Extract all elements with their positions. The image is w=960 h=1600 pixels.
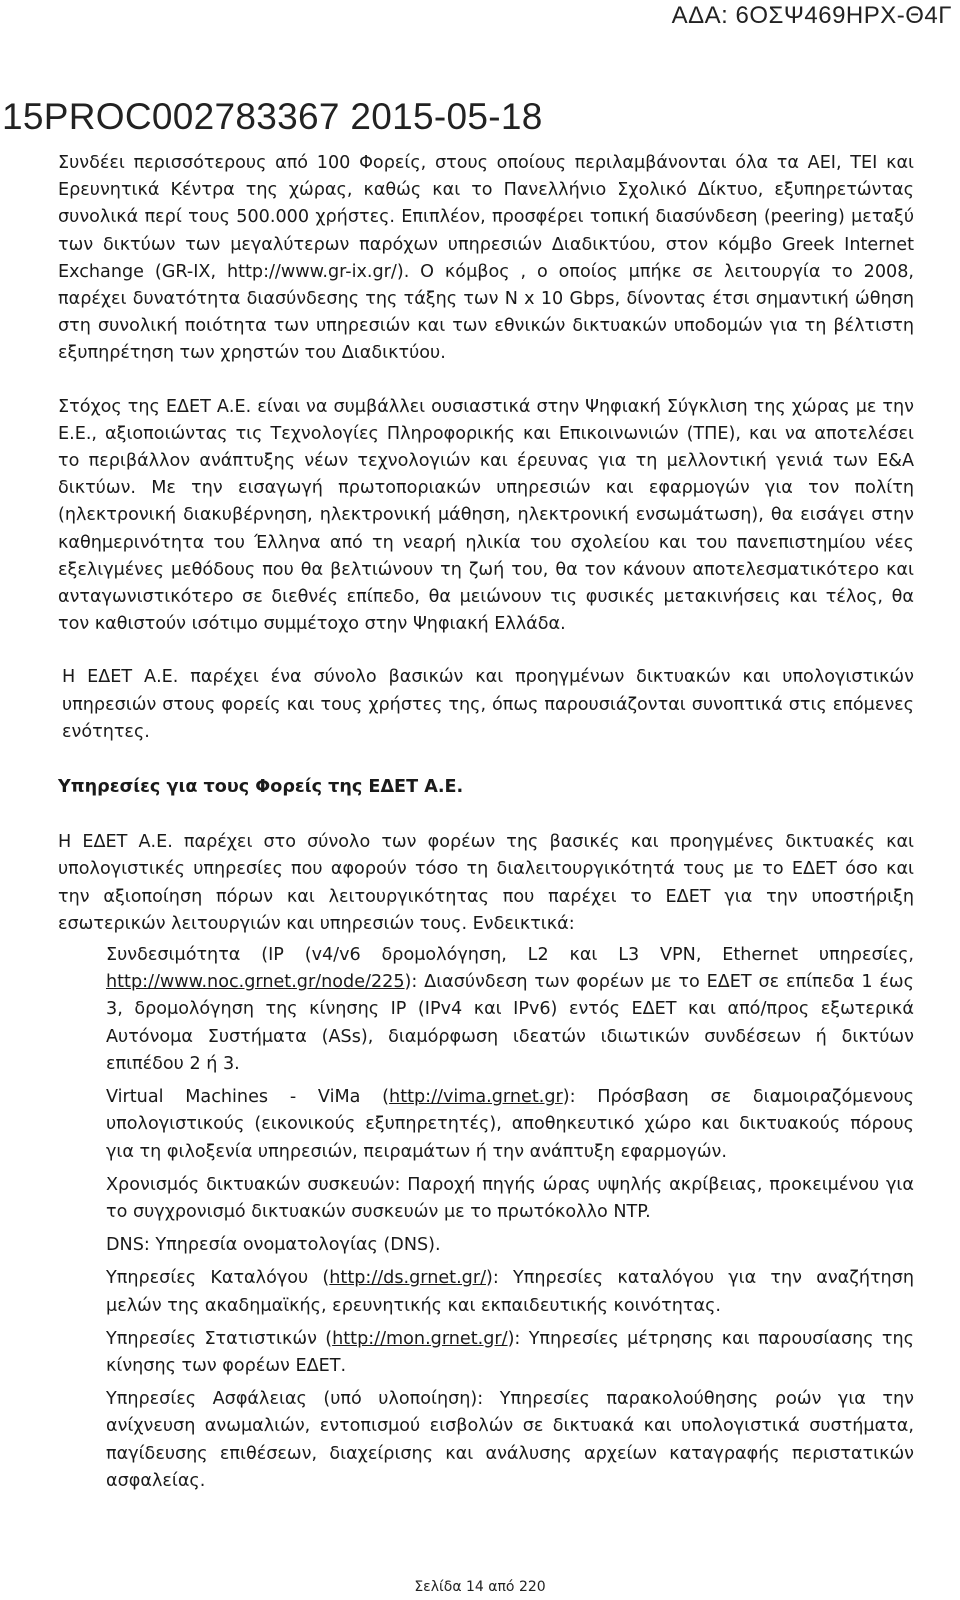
- paragraph-goal: Στόχος της ΕΔΕΤ Α.Ε. είναι να συμβάλλει ουσιαστικά στην Ψηφιακή Σύγκλιση της χώρας με την Ε.Ε., αξιοποιώντας τις Τεχνολογίες Πληροφορικής και Επικοινωνιών (ΤΠΕ), και να αποτελέσει το περιβάλλον ανάπτυξης νέων τεχνολογιών και έρευνας για τη μελλοντική γενιά των Ε&Α δικτύων. Με την εισαγωγή πρωτοποριακών υπηρεσιών και εφαρμογών για τον πολίτη (ηλεκτρονική διακυβέρνηση, ηλεκτρονική μάθηση, ηλεκτρονική ενσωμάτωση), θα εισάγει στην καθημερινότητα του Έλληνα από τη νεαρή ηλικία του σχολείου και του πανεπιστημίου νέες εξελιγμένες μεθόδους που θα βελτιώνουν τη ζωή του, θα τον κάνουν αποτελεσματικότερο και ανταγωνιστικότερο σε διεθνές επίπεδο, θα μειώνουν τις φυσικές μετακινήσεις και τέλος, θα τον καθιστούν ισότιμο συμμέτοχο στην Ψηφιακή Ελλάδα.: [58, 396, 914, 635]
- services-list: [58, 942, 914, 1495]
- list-item: Χρονισμός δικτυακών συσκευών: Παροχή πηγής ώρας υψηλής ακρίβειας, προκειμένου για το συγχρονισμό δικτυακών συσκευών με το πρωτόκολλο NTP.: [106, 1174, 914, 1222]
- ada-code: ΑΔΑ: 6ΟΣΨ469ΗΡΧ-Θ4Γ: [671, 2, 952, 29]
- ds-link[interactable]: http://ds.grnet.gr/: [329, 1268, 486, 1289]
- mon-link[interactable]: http://mon.grnet.gr/: [332, 1328, 508, 1349]
- document-body: [58, 150, 914, 1501]
- list-item: Υπηρεσίες Καταλόγου (http://ds.grnet.gr/): Υπηρεσίες καταλόγου για την αναζήτηση μελών της ακαδημαϊκής, ερευνητικής και εκπαιδευτικής κοινότητας.: [106, 1268, 915, 1316]
- noc-link[interactable]: http://www.noc.grnet.gr/node/225: [106, 972, 405, 993]
- paragraph-services-intro: Η ΕΔΕΤ Α.Ε. παρέχει ένα σύνολο βασικών και προηγμένων δικτυακών και υπολογιστικών υπηρεσιών στους φορείς και τους χρήστες της, όπως παρουσιάζονται συνοπτικά στις επόμενες ενότητες.: [62, 667, 914, 742]
- list-item: Virtual Machines - ViMa (http://vima.grnet.gr): Πρόσβαση σε διαμοιραζόμενους υπολογιστικούς (εικονικούς εξυπηρετητές), αποθηκευτικό χώρο και δικτυακούς πόρους για τη φιλοξενία υπηρεσιών, πειραμάτων ή την ανάπτυξη εφαρμογών.: [106, 1087, 915, 1162]
- vima-link[interactable]: http://vima.grnet.gr: [389, 1087, 563, 1108]
- section-heading: Υπηρεσίες για τους Φορείς της ΕΔΕΤ Α.Ε.: [58, 777, 464, 798]
- list-item: Υπηρεσίες Ασφάλειας (υπό υλοποίηση): Υπηρεσίες παρακολούθησης ροών για την ανίχνευση ανωμαλιών, εντοπισμού εισβολών σε δικτυακά και υπολογιστικά συστήματα, παγίδευσης επιθέσεων, διαχείρισης και ανάλυσης αρχείων καταγραφής περιστατικών ασφαλείας.: [106, 1389, 914, 1491]
- list-item: DNS: Υπηρεσία ονοματολογίας (DNS).: [106, 1235, 441, 1256]
- list-item: Συνδεσιμότητα (IP (v4/v6 δρομολόγηση, L2 και L3 VPN, Ethernet υπηρεσίες, http://www.noc.grnet.gr/node/225): Διασύνδεση των φορέων με το ΕΔΕΤ σε επίπεδα 1 έως 3, δρομολόγηση της κίνησης IP (IPv4 και IPv6) εντός ΕΔΕΤ και από/προς εξωτερικά Αυτόνομα Συστήματα (ASs), διαμόρφωση ιδεατών ιδιωτικών συνδέσεων ή δικτύων επιπέδου 2 ή 3.: [106, 945, 914, 1074]
- document-id: 15PROC002783367 2015-05-18: [2, 96, 543, 137]
- paragraph-grnet-connectivity: Συνδέει περισσότερους από 100 Φορείς, στους οποίους περιλαμβάνονται όλα τα ΑΕΙ, ΤΕΙ και Ερευνητικά Κέντρα της χώρας, καθώς και το Πανελλήνιο Σχολικό Δίκτυο, εξυπηρετώντας συνολικά περί τους 500.000 χρήστες. Επιπλέον, προσφέρει τοπική διασύνδεση (peering) μεταξύ των δικτύων των μεγαλύτερων παρόχων υπηρεσιών Διαδικτύου, στον κόμβο Greek Internet Exchange (GR-IX, http://www.gr-ix.gr/). Ο κόμβος , ο οποίος μπήκε σε λειτουργία το 2008, παρέχει δυνατότητα διασύνδεσης της τάξης των N x 10 Gbps, δίνοντας έτσι σημαντική ώθηση στη συνολική ποιότητα των υπηρεσιών και των εθνικών δικτυακών υποδομών για τη βέλτιστη εξυπηρέτηση των χρηστών του Διαδικτύου.: [58, 153, 914, 364]
- page-number: Σελίδα 14 από 220: [414, 1579, 546, 1595]
- list-item: Υπηρεσίες Στατιστικών (http://mon.grnet.gr/): Υπηρεσίες μέτρησης και παρουσίασης της κίνησης των φορέων ΕΔΕΤ.: [106, 1328, 914, 1376]
- paragraph-services-overview: Η ΕΔΕΤ Α.Ε. παρέχει στο σύνολο των φορέων της βασικές και προηγμένες δικτυακές και υπολογιστικές υπηρεσίες που αφορούν τόσο τη διαλειτουργικότητά τους με το ΕΔΕΤ όσο και την αξιοποίηση πόρων και λειτουργικότητας που παρέχει το ΕΔΕΤ για την υποστήριξη εσωτερικών λειτουργιών και υπηρεσιών τους. Ενδεικτικά:: [58, 832, 914, 934]
